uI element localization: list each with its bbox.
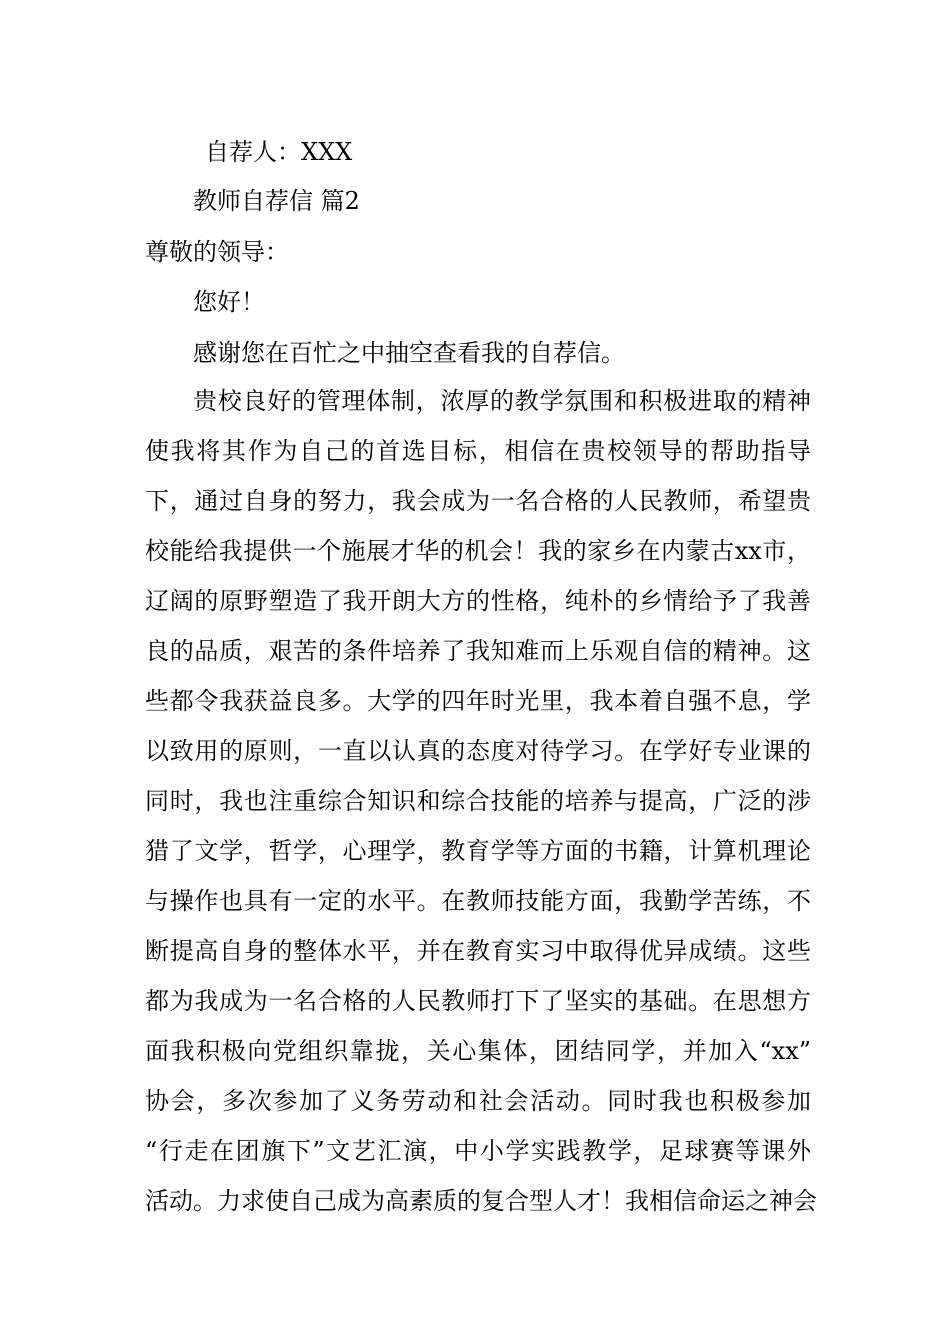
body-line: 辽阔的原野塑造了我开朗大方的性格，纯朴的乡情给予了我善 xyxy=(145,587,811,615)
body-line: 面我积极向党组织靠拢，关心集体，团结同学，并加入“xx” xyxy=(145,1037,811,1065)
thanks-line: 感谢您在百忙之中抽空查看我的自荐信。 xyxy=(193,339,625,367)
body-line: 些都令我获益良多。大学的四年时光里，我本着自强不息，学 xyxy=(145,687,811,715)
body-line: 同时，我也注重综合知识和综合技能的培养与提高，广泛的涉 xyxy=(145,787,811,815)
greeting: 您好！ xyxy=(193,288,265,316)
body-line: 活动。力求使自己成为高素质的复合型人才！我相信命运之神会 xyxy=(145,1187,817,1215)
section-heading: 教师自荐信 篇2 xyxy=(193,187,360,215)
salutation: 尊敬的领导： xyxy=(145,238,289,266)
body-line: 协会，多次参加了义务劳动和社会活动。同时我也积极参加 xyxy=(145,1087,811,1115)
body-line: 使我将其作为自己的首选目标，相信在贵校领导的帮助指导 xyxy=(145,437,811,465)
signature-line: 自荐人：XXX xyxy=(205,138,353,166)
body-line: 都为我成为一名合格的人民教师打下了坚实的基础。在思想方 xyxy=(145,987,811,1015)
body-line: 校能给我提供一个施展才华的机会！我的家乡在内蒙古xx市， xyxy=(145,537,811,565)
body-line: 良的品质，艰苦的条件培养了我知难而上乐观自信的精神。这 xyxy=(145,637,811,665)
body-line: 与操作也具有一定的水平。在教师技能方面，我勤学苦练，不 xyxy=(145,887,811,915)
body-line: “行走在团旗下”文艺汇演，中小学实践教学，足球赛等课外 xyxy=(145,1137,811,1165)
body-line: 猎了文学，哲学，心理学，教育学等方面的书籍，计算机理论 xyxy=(145,837,811,865)
body-line: 下，通过自身的努力，我会成为一名合格的人民教师，希望贵 xyxy=(145,487,811,515)
body-line: 断提高自身的整体水平，并在教育实习中取得优异成绩。这些 xyxy=(145,937,811,965)
body-line: 贵校良好的管理体制，浓厚的教学氛围和积极进取的精神 xyxy=(193,387,811,415)
body-line: 以致用的原则，一直以认真的态度对待学习。在学好专业课的 xyxy=(145,737,811,765)
